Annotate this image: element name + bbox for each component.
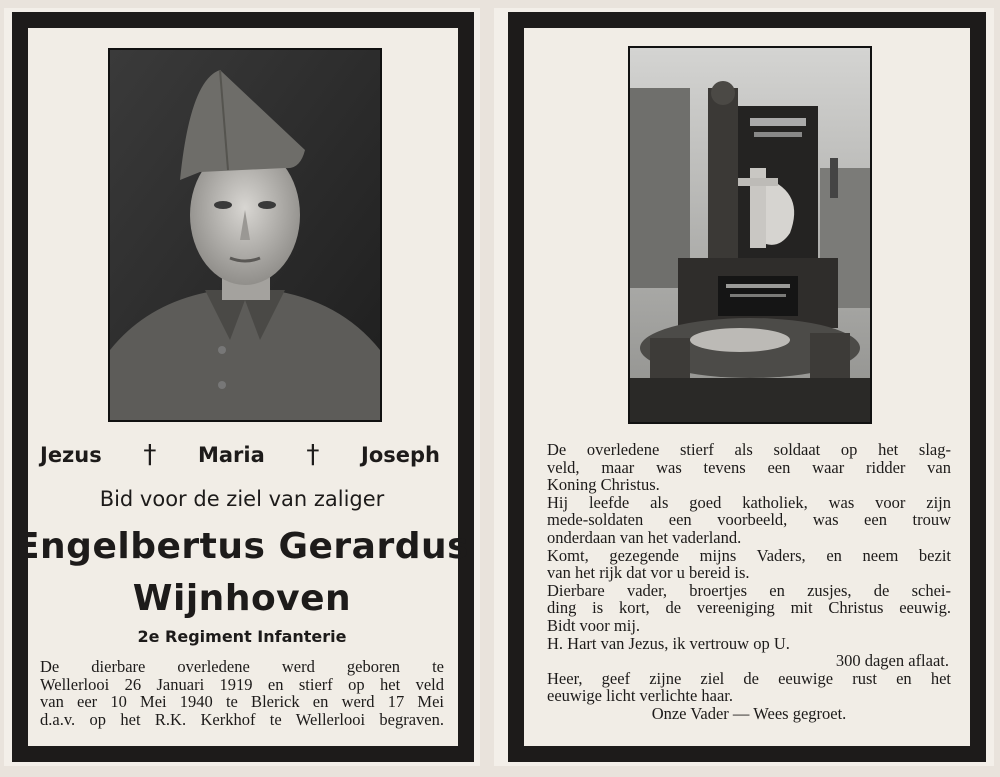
text-line: Dierbare vader, broertjes en zusjes, de schei- [547,580,951,600]
text-line: ding is kort, de vereeniging mit Christus eeuwig. [547,598,951,618]
deceased-name-first: Engelbertus Gerardus [14,526,470,567]
portrait-photo [108,48,382,422]
bio-line: Wellerlooi 26 Januari 1919 en stierf op het veld [40,674,444,694]
cross-icon: † [143,440,157,470]
text-line: veld, maar was tevens een waar ridder van [547,457,951,477]
memorial-text [547,441,951,723]
biography-text [40,658,444,728]
text-line: van het rijk dat vor u bereid is. [547,563,750,583]
invocation-line [40,442,440,468]
regiment-label: 2e Regiment Infanterie [137,627,347,646]
prayer-heading: Bid voor de ziel van zaliger [99,487,385,511]
closing-prayer-line: Onze Vader — Wees gegroet. [651,703,847,723]
cross-icon: † [306,440,320,470]
text-line: Komt, gezegende mijns Vaders, en neem bezit [547,545,951,565]
bio-line: De dierbare overledene werd geboren te [40,657,444,676]
text-line: onderdaan van het vaderland. [547,527,742,547]
text-line: mede-soldaten een voorbeeld, was een trouw [547,510,951,530]
bio-line: van eer 10 Mei 1940 te Blerick en werd 17 Mei [40,692,444,711]
invocation-jesus: Jezus [40,443,102,467]
text-line: Koning Christus. [547,475,660,495]
text-line: Hij leefde als goed katholiek, was voor zijn [547,492,951,512]
indulgence-line: 300 dagen aflaat. [835,651,949,671]
text-line: Heer, geef zijne ziel de eeuwige rust en het [547,668,951,688]
deceased-name-last: Wijnhoven [132,578,352,619]
text-line: eeuwige licht verlichte haar. [547,686,733,706]
text-line: De overledene stierf als soldaat op het slag- [547,440,951,459]
grave-photo [628,46,872,424]
invocation-joseph: Joseph [361,443,440,467]
text-line: H. Hart van Jezus, ik vertrouw op U. [547,633,790,653]
bio-line: d.a.v. op het R.K. Kerkhof te Wellerlooi begraven. [40,709,444,729]
text-line: Bidt voor mij. [547,615,641,635]
invocation-mary: Maria [197,443,265,467]
